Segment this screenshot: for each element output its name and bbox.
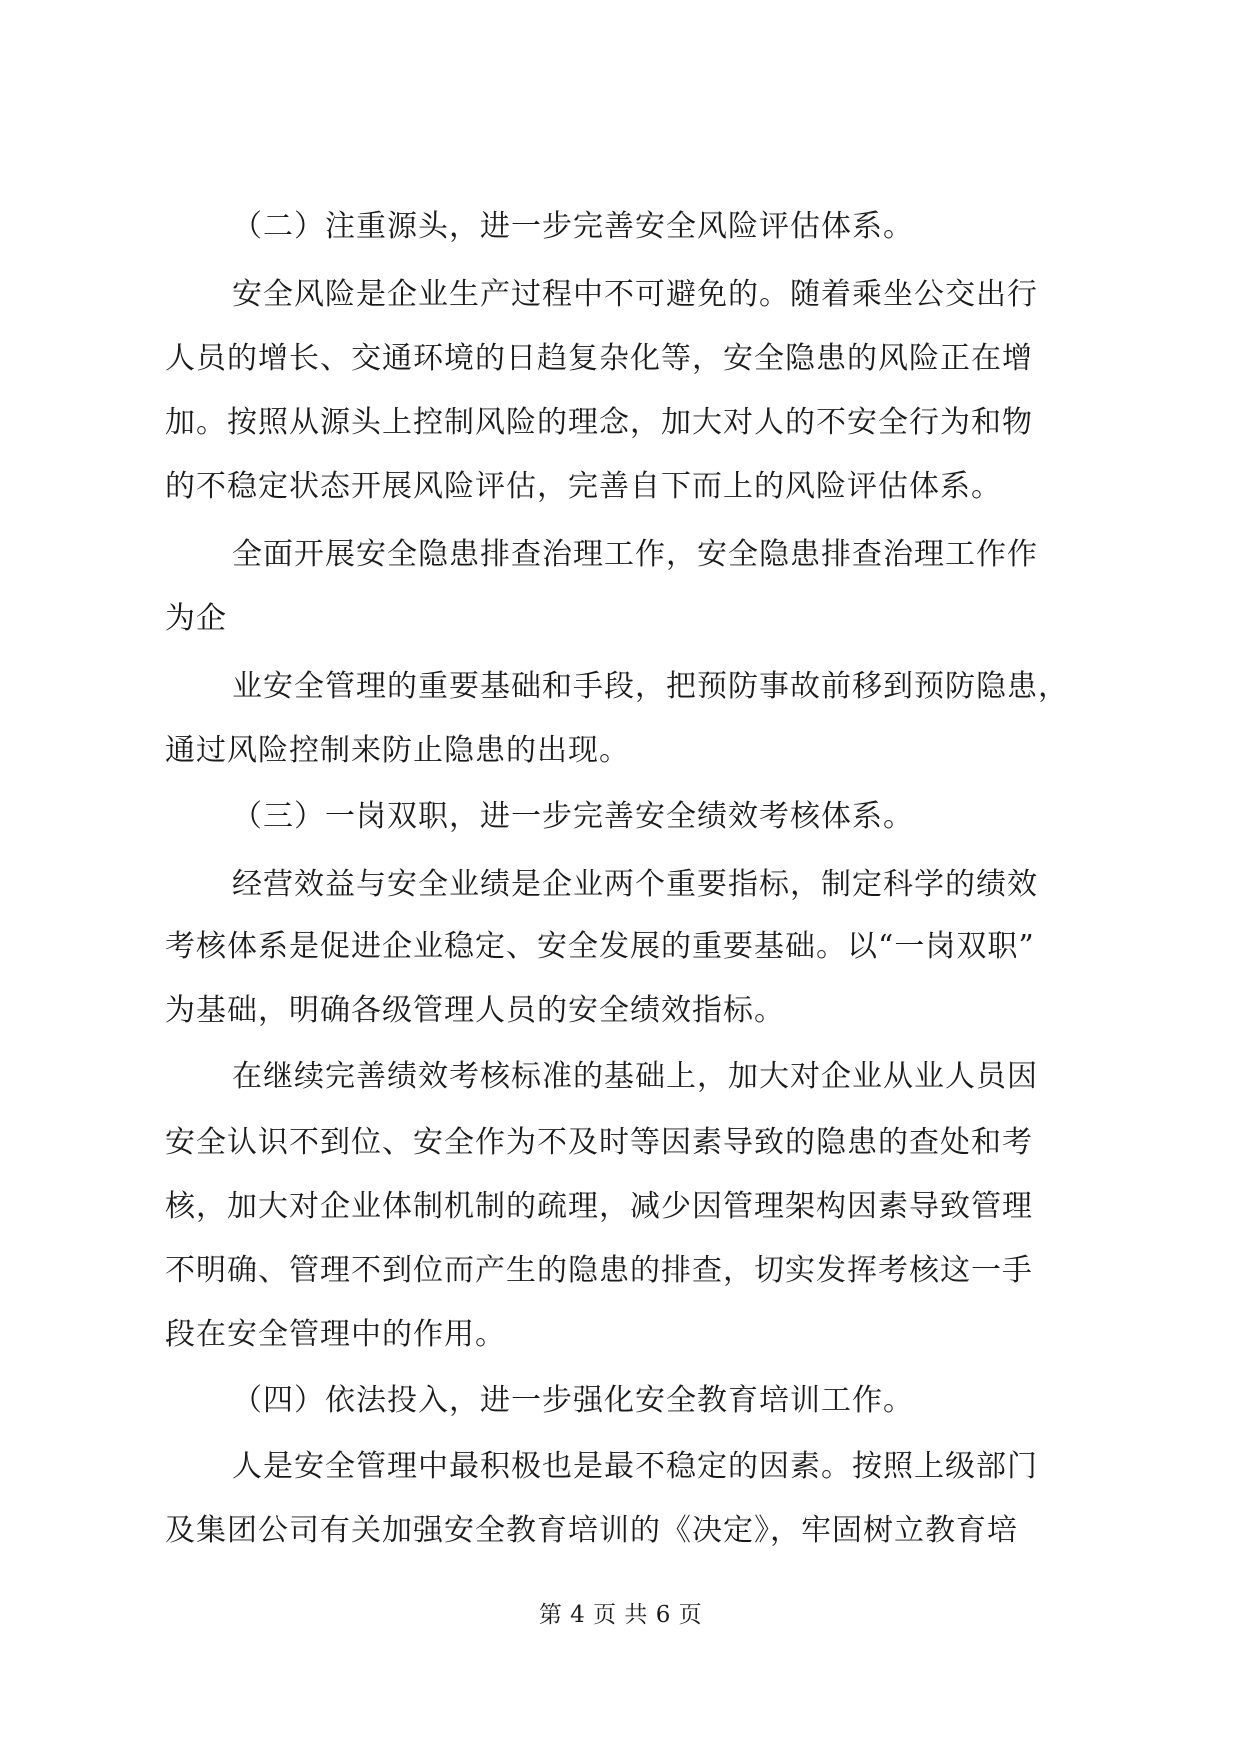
paragraph-line: 人员的增长、交通环境的日趋复杂化等，安全隐患的风险正在增 [165, 341, 1033, 376]
paragraph-line: 人是安全管理中最积极也是最不稳定的因素。按照上级部门 [232, 1449, 1038, 1484]
section-heading: （二）注重源头，进一步完善安全风险评估体系。 [232, 209, 914, 244]
paragraph-line: 加。按照从源头上控制风险的理念，加大对人的不安全行为和物 [165, 405, 1033, 440]
paragraph-line: 在继续完善绩效考核标准的基础上，加大对企业从业人员因 [232, 1059, 1038, 1094]
paragraph-line: 通过风险控制来防止隐患的出现。 [165, 733, 630, 768]
paragraph-line: 为基础，明确各级管理人员的安全绩效指标。 [165, 993, 785, 1028]
paragraph-line: 及集团公司有关加强安全教育培训的《决定》，牢固树立教育培 [165, 1513, 1018, 1548]
paragraph-line: 经营效益与安全业绩是企业两个重要指标，制定科学的绩效 [232, 867, 1038, 902]
paragraph-line: 考核体系是促进企业稳定、安全发展的重要基础。以“一岗双职” [165, 929, 1035, 964]
paragraph-line: 安全认识不到位、安全作为不及时等因素导致的隐患的查处和考 [165, 1125, 1033, 1160]
paragraph-line: 安全风险是企业生产过程中不可避免的。随着乘坐公交出行 [232, 277, 1038, 312]
paragraph-line: 业安全管理的重要基础和手段，把预防事故前移到预防隐患， [232, 669, 1069, 704]
section-heading: （三）一岗双职，进一步完善安全绩效考核体系。 [232, 799, 914, 834]
section-heading: （四）依法投入，进一步强化安全教育培训工作。 [232, 1383, 914, 1418]
paragraph-line: 段在安全管理中的作用。 [165, 1317, 506, 1352]
paragraph-line: 为企 [165, 601, 227, 636]
paragraph-line: 全面开展安全隐患排查治理工作，安全隐患排查治理工作作 [232, 537, 1038, 572]
paragraph-line: 不明确、管理不到位而产生的隐患的排查，切实发挥考核这一手 [165, 1253, 1033, 1288]
page-number-footer: 第 4 页 共 6 页 [538, 1602, 703, 1628]
paragraph-line: 核，加大对企业体制机制的疏理，减少因管理架构因素导致管理 [165, 1189, 1033, 1224]
paragraph-line: 的不稳定状态开展风险评估，完善自下而上的风险评估体系。 [165, 469, 1002, 504]
